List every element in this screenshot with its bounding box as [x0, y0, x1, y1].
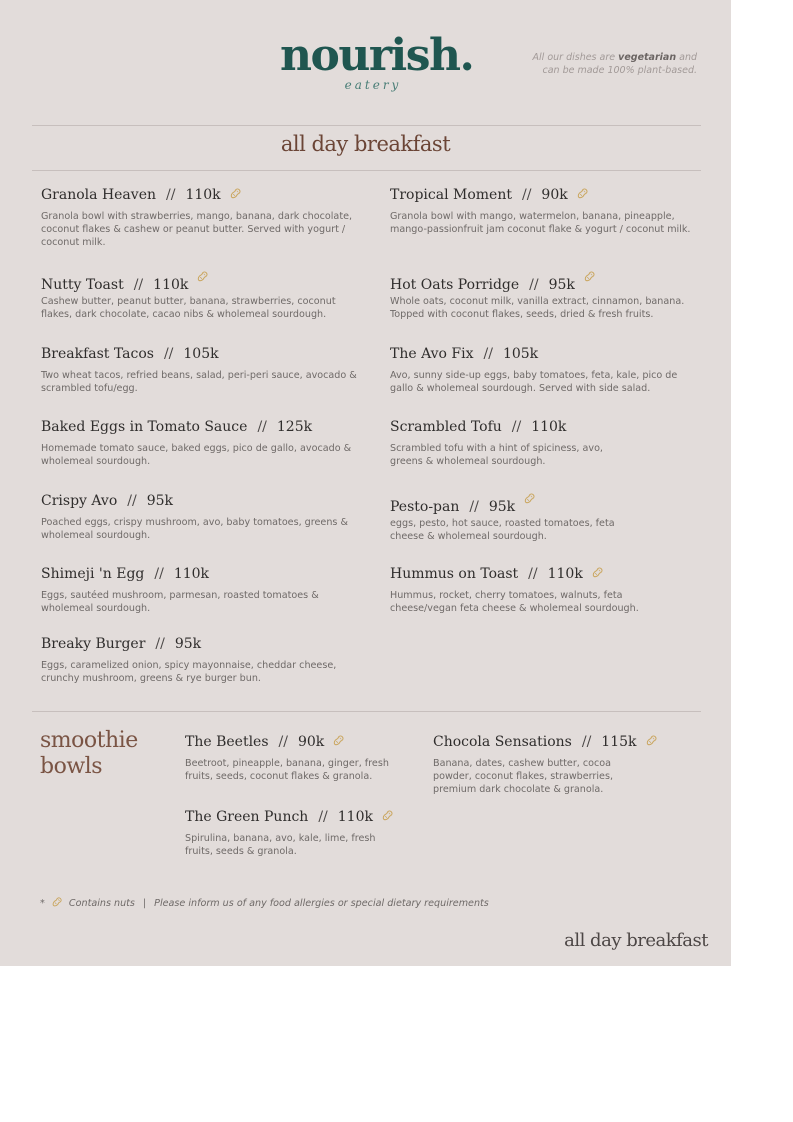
item-separator: //: [511, 419, 522, 435]
item-price: 105k: [502, 346, 539, 362]
peanut-icon: [381, 809, 394, 822]
item-name: Breakfast Tacos: [41, 346, 154, 362]
item-description: Poached eggs, crispy mushroom, avo, baby tomatoes, greens & wholemeal sourdough.: [41, 517, 348, 541]
item-name: Pesto-pan: [390, 499, 460, 515]
item-name: Tropical Moment: [390, 187, 512, 203]
item-name: Baked Eggs in Tomato Sauce: [41, 419, 248, 435]
item-separator: //: [318, 809, 328, 825]
divider-top: [32, 125, 701, 126]
item-description: Homemade tomato sauce, baked eggs, pico de gallo, avocado & wholemeal sourdough.: [41, 443, 352, 467]
menu-item-granola-heaven: [41, 185, 359, 249]
item-separator: //: [127, 493, 137, 509]
peanut-icon: [576, 187, 589, 200]
item-separator: //: [483, 346, 493, 362]
item-name: Chocola Sensations: [433, 734, 572, 750]
peanut-icon: [229, 187, 242, 200]
item-price: 95k: [146, 493, 174, 509]
contains-nuts-label: Contains nuts: [68, 898, 135, 909]
item-price: 110k: [337, 809, 373, 825]
item-price: 110k: [547, 566, 583, 582]
item-name: Shimeji 'n Egg: [41, 566, 145, 582]
vegetarian-emphasis: vegetarian: [618, 52, 677, 63]
item-name: Breaky Burger: [41, 636, 146, 652]
menu-item-the-green-punch: [185, 807, 385, 858]
item-name: Hummus on Toast: [390, 566, 519, 582]
menu-item-crispy-avo: [41, 491, 359, 542]
item-separator: //: [257, 419, 267, 435]
menu-item-breakfast-tacos: [41, 344, 359, 395]
item-name: Granola Heaven: [41, 187, 156, 203]
item-separator: //: [166, 187, 176, 203]
footer-title: all day breakfast: [564, 930, 708, 951]
item-description: Two wheat tacos, refried beans, salad, peri-peri sauce, avocado & scrambled tofu/egg.: [41, 370, 357, 394]
smoothie-section-title: smoothie bowls: [40, 728, 138, 779]
item-description: Spirulina, banana, avo, kale, lime, fresh fruits, seeds & granola.: [185, 833, 376, 857]
item-price: 110k: [173, 566, 210, 582]
item-separator: //: [133, 277, 144, 293]
brand-logo: [280, 30, 474, 92]
item-description: Granola bowl with strawberries, mango, banana, dark chocolate, coconut flakes & cashew or peanut butter. Served with yogurt / coconut milk.: [41, 211, 353, 248]
peanut-icon: [51, 896, 63, 908]
item-price: 110k: [153, 277, 189, 293]
item-description: Whole oats, coconut milk, vanilla extract, cinnamon, banana. Topped with coconut flakes, seeds, dried & fresh fruits.: [390, 296, 685, 320]
divider-smoothie: [32, 711, 701, 712]
item-description: Eggs, caramelized onion, spicy mayonnaise, cheddar cheese, crunchy mushroom, greens & rye burger bun.: [41, 660, 337, 684]
brand-name: nourish.: [280, 30, 474, 81]
peanut-icon: [523, 492, 536, 505]
allergy-footnote: [40, 896, 489, 909]
menu-item-hummus-on-toast: [390, 564, 650, 615]
item-description: Eggs, sautéed mushroom, parmesan, roasted tomatoes & wholemeal sourdough.: [41, 590, 319, 614]
item-price: 90k: [297, 734, 325, 750]
item-description: eggs, pesto, hot sauce, roasted tomatoes, feta cheese & wholemeal sourdough.: [390, 518, 615, 542]
item-separator: //: [528, 566, 538, 582]
menu-item-pesto-pan: [390, 492, 630, 543]
item-separator: //: [155, 636, 165, 652]
item-price: 90k: [541, 187, 568, 203]
allergy-notice: Please inform us of any food allergies or special dietary requirements: [154, 898, 489, 909]
item-price: 95k: [488, 499, 516, 515]
item-price: 110k: [531, 419, 567, 435]
footnote-divider: |: [142, 898, 147, 909]
item-description: Banana, dates, cashew butter, cocoa powder, coconut flakes, strawberries, premium dark chocolate & granola.: [433, 758, 613, 795]
brand-subtitle: eatery: [344, 78, 402, 92]
item-name: Nutty Toast: [41, 277, 124, 293]
item-description: Scrambled tofu with a hint of spiciness, avo, greens & wholemeal sourdough.: [390, 443, 603, 467]
item-name: Hot Oats Porridge: [390, 277, 520, 293]
item-description: Hummus, rocket, cherry tomatoes, walnuts, feta cheese/vegan feta cheese & wholemeal sourdough.: [390, 590, 639, 614]
item-separator: //: [581, 734, 592, 750]
peanut-icon: [583, 270, 596, 283]
item-description: Granola bowl with mango, watermelon, banana, pineapple, mango-passionfruit jam coconut flake & yogurt / coconut milk.: [390, 211, 691, 235]
divider-title: [32, 170, 701, 171]
item-price: 110k: [185, 187, 221, 203]
item-description: Beetroot, pineapple, banana, ginger, fresh fruits, seeds, coconut flakes & granola.: [185, 758, 389, 782]
menu-item-tropical-moment: [390, 185, 700, 236]
item-description: Avo, sunny side-up eggs, baby tomatoes, feta, kale, pico de gallo & wholemeal sourdough. Served with side salad.: [390, 370, 678, 394]
menu-item-the-avo-fix: [390, 344, 700, 395]
menu-item-the-beetles: [185, 732, 390, 783]
item-separator: //: [163, 346, 174, 362]
item-separator: //: [154, 566, 164, 582]
item-description: Cashew butter, peanut butter, banana, strawberries, coconut flakes, dark chocolate, cacao nibs & wholemeal sourdough.: [41, 296, 336, 320]
item-separator: //: [469, 499, 479, 515]
menu-item-baked-eggs: [41, 417, 359, 468]
menu-item-shimeji-n-egg: [41, 564, 359, 615]
item-price: 115k: [601, 734, 637, 750]
item-name: The Avo Fix: [390, 346, 474, 362]
item-price: 95k: [174, 636, 202, 652]
peanut-icon: [591, 566, 604, 579]
item-separator: //: [278, 734, 288, 750]
menu-item-breaky-burger: [41, 634, 359, 685]
item-price: 105k: [183, 346, 219, 362]
item-name: The Green Punch: [185, 809, 309, 825]
item-separator: //: [529, 277, 539, 293]
item-price: 95k: [548, 277, 575, 293]
peanut-icon: [196, 270, 209, 283]
menu-item-hot-oats-porridge: [390, 270, 700, 321]
item-separator: //: [521, 187, 532, 203]
vegetarian-note: All our dishes are vegetarian and can be made 100% plant-based.: [532, 52, 697, 76]
menu-item-scrambled-tofu: [390, 417, 630, 468]
item-name: Crispy Avo: [41, 493, 118, 509]
menu-item-nutty-toast: [41, 270, 359, 321]
item-name: The Beetles: [185, 734, 269, 750]
section-title: all day breakfast: [280, 132, 451, 156]
menu-item-chocola-sensations: [433, 732, 637, 796]
item-name: Scrambled Tofu: [390, 419, 502, 435]
item-price: 125k: [276, 419, 313, 435]
peanut-icon: [645, 734, 658, 747]
peanut-icon: [332, 734, 345, 747]
footnote-asterisk: *: [40, 898, 45, 909]
